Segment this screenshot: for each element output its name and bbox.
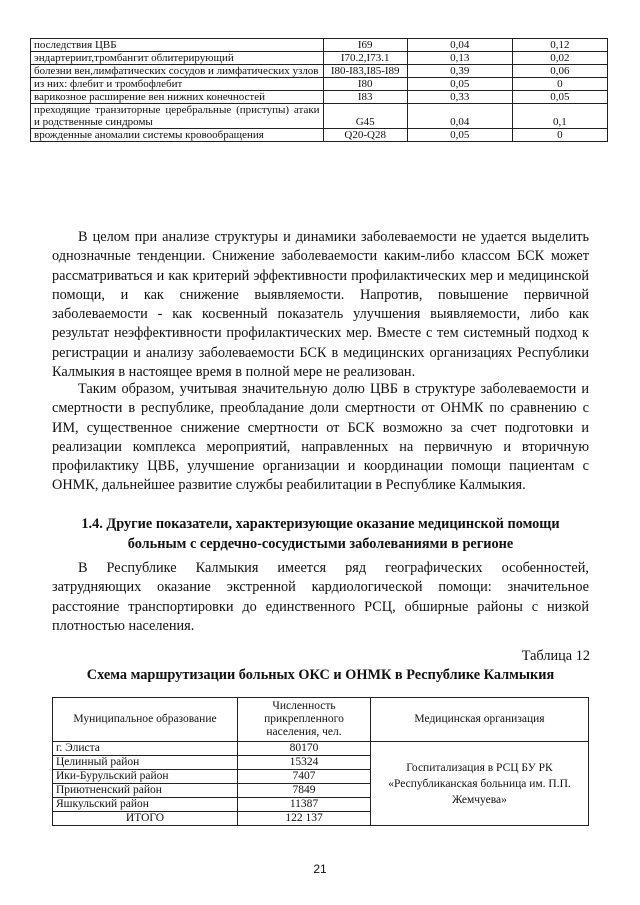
icd-code: G45 xyxy=(323,104,407,129)
icd-code: I83 xyxy=(323,91,407,104)
table-row xyxy=(53,742,589,756)
routing-table xyxy=(52,697,589,826)
table-row xyxy=(31,65,608,78)
population-cell: 80170 xyxy=(238,742,371,756)
paragraph-geography: В Республике Калмыкия имеется ряд географических особенностей, затрудняющих оказание экстренной кардиологической помощи: значительное расстояние транспортировки до единственного РСЦ, обширные районы с низкой плотностью населения. xyxy=(52,560,589,634)
table-number-label: Таблица 12 xyxy=(521,648,590,664)
population-cell: 7849 xyxy=(238,784,371,798)
table-row xyxy=(31,39,608,52)
rate-value: 0,05 xyxy=(512,91,607,104)
municipality-cell: Приютненский район xyxy=(53,784,238,798)
population-cell: 15324 xyxy=(238,756,371,770)
rate-value: 0,39 xyxy=(407,65,512,78)
rate-value: 0,12 xyxy=(512,39,607,52)
page-number: 21 xyxy=(313,862,327,876)
rate-value: 0,02 xyxy=(512,52,607,65)
disease-name: эндартериит,тромбангит облитерирующий xyxy=(31,52,324,65)
municipality-cell: Ики-Бурульский район xyxy=(53,770,238,784)
table-row xyxy=(31,104,608,129)
rate-value: 0,1 xyxy=(512,104,607,129)
disease-name: варикозное расширение вен нижних конечностей xyxy=(31,91,324,104)
rate-value: 0 xyxy=(512,129,607,142)
disease-name: врожденные аномалии системы кровообращения xyxy=(31,129,324,142)
table-row xyxy=(31,91,608,104)
disease-name: болезни вен,лимфатических сосудов и лимфатических узлов xyxy=(31,65,324,78)
total-value: 122 137 xyxy=(238,812,371,826)
section-heading: 1.4. Другие показатели, характеризующие оказание медицинской помощи больным с сердечно-сосудистыми заболеваниями в регионе xyxy=(81,516,560,552)
icd-code: I80 xyxy=(323,78,407,91)
rate-value: 0,04 xyxy=(407,39,512,52)
rate-value: 0,06 xyxy=(512,65,607,78)
icd-code: Q20-Q28 xyxy=(323,129,407,142)
organization-cell: Госпитализация в РСЦ БУ РК «Республиканская больница им. П.П. Жемчуева» xyxy=(371,742,589,826)
header-population: Численность прикрепленного населения, чел. xyxy=(238,698,371,742)
total-label: ИТОГО xyxy=(53,812,238,826)
disease-name: из них: флебит и тромбофлебит xyxy=(31,78,324,91)
rate-value: 0,33 xyxy=(407,91,512,104)
table-header-row xyxy=(53,698,589,742)
header-organization: Медицинская организация xyxy=(371,698,589,742)
table-row xyxy=(31,78,608,91)
paragraph-conclusion: Таким образом, учитывая значительную долю ЦВБ в структуре заболеваемости и смертности в республике, преобладание доли смертности от ОНМК по сравнению с ИМ, существенное снижение смертности от БСК возможно за счет подготовки и реализации комплекса мероприятий, направленных на первичную и вторичную профилактику ЦВБ, улучшение организации и координации помощи пациентам с ОНМК, дальнейшее развитие службы реабилитации в Республике Калмыкия. xyxy=(52,381,589,494)
icd-code: I80-I83,I85-I89 xyxy=(323,65,407,78)
icd-code: I70.2,I73.1 xyxy=(323,52,407,65)
rate-value: 0,05 xyxy=(407,78,512,91)
disease-name: преходящие транзиторные церебральные (приступы) атаки и родственные синдромы xyxy=(31,104,324,129)
paragraph-analysis: В целом при анализе структуры и динамики заболеваемости не удается выделить однозначные тенденции. Снижение заболеваемости каким-либо классом БСК может рассматриваться и как критерий эффективности профилактических мер и медицинской помощи, и как снижение выявляемости. Напротив, повышение первичной заболеваемости - как косвенный показатель улучшения выявляемости, либо как результат неэффективности профилактических мер. Вместе с тем системный подход к регистрации и анализу заболеваемости БСК в медицинских организациях Республики Калмыкия в настоящее время в полной мере не реализован. xyxy=(52,229,589,381)
population-cell: 7407 xyxy=(238,770,371,784)
table-row xyxy=(31,129,608,142)
rate-value: 0,05 xyxy=(407,129,512,142)
rate-value: 0,04 xyxy=(407,104,512,129)
rate-value: 0,13 xyxy=(407,52,512,65)
municipality-cell: г. Элиста xyxy=(53,742,238,756)
rate-value: 0 xyxy=(512,78,607,91)
disease-name: последствия ЦВБ xyxy=(31,39,324,52)
header-municipality: Муниципальное образование xyxy=(53,698,238,742)
icd-code: I69 xyxy=(323,39,407,52)
municipality-cell: Яшкульский район xyxy=(53,798,238,812)
municipality-cell: Целинный район xyxy=(53,756,238,770)
disease-rates-table xyxy=(30,38,608,142)
table-row xyxy=(31,52,608,65)
population-cell: 11387 xyxy=(238,798,371,812)
table-title: Схема маршрутизации больных ОКС и ОНМК в Республике Калмыкия xyxy=(86,667,555,683)
